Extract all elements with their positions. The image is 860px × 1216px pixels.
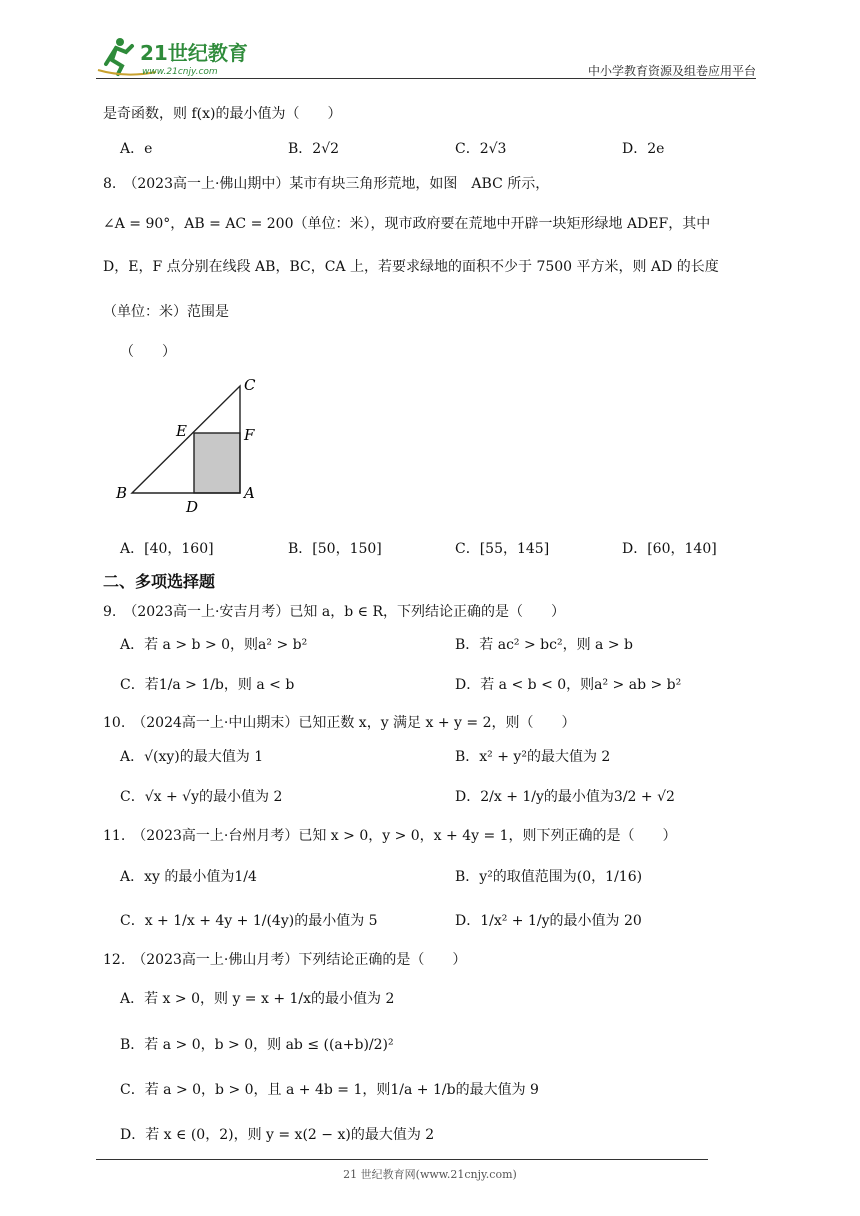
q9-option-d[interactable]: D．若 a < b < 0，则a² > ab > b² [455,677,682,693]
q11-stem: 11. （2023高一上·台州月考）已知 x > 0，y > 0，x + 4y = 1，则下列正确的是（ ） [103,828,677,844]
q7-option-c[interactable]: C．2√3 [455,141,507,157]
footer-text: 21 世纪教育网(www.21cnjy.com) [343,1168,517,1181]
logo-text: 21世纪教育 [140,41,248,65]
q12-option-b[interactable]: B．若 a > 0，b > 0，则 ab ≤ ((a+b)/2)² [120,1037,394,1053]
section-title: 二、多项选择题 [103,572,216,591]
q7-option-d[interactable]: D．2e [622,141,665,157]
label-a: A [244,484,255,502]
q10-option-a[interactable]: A．√(xy)的最大值为 1 [120,749,264,765]
q11-option-a[interactable]: A．xy 的最小值为1/4 [120,869,257,885]
label-e: E [176,422,187,440]
label-f: F [244,426,255,444]
q8-line4: （单位：米）范围是 [103,304,229,320]
triangle-figure [110,370,270,518]
q10-option-c[interactable]: C．√x + √y的最小值为 2 [120,789,283,805]
q12-option-a[interactable]: A．若 x > 0，则 y = x + 1/x的最小值为 2 [120,991,395,1007]
q11-option-c[interactable]: C．x + 1/x + 4y + 1/(4y)的最小值为 5 [120,913,378,929]
q8-option-b[interactable]: B．[50，150] [288,541,382,557]
q9-option-c[interactable]: C．若1/a > 1/b，则 a < b [120,677,295,693]
q8-option-a[interactable]: A．[40，160] [120,541,214,557]
label-b: B [116,484,128,502]
q8-option-d[interactable]: D．[60，140] [622,541,717,557]
q8-bracket: （ ） [120,344,176,360]
q10-option-d[interactable]: D．2/x + 1/y的最小值为3/2 + √2 [455,789,675,805]
platform-name: 中小学教育资源及组卷应用平台 [587,64,756,78]
q9-stem: 9. （2023高一上·安吉月考）已知 a，b ∈ R，下列结论正确的是（ ） [103,604,565,620]
q8-line1: 8. （2023高一上·佛山期中）某市有块三角形荒地，如图 ABC 所示， [103,176,550,192]
q10-stem: 10. （2024高一上·中山期末）已知正数 x，y 满足 x + y = 2，则（ ） [103,715,576,731]
rectangle-adef [194,433,240,493]
header-divider [96,78,756,79]
site-logo [96,34,256,78]
footer-divider [96,1159,708,1160]
q10-option-b[interactable]: B．x² + y²的最大值为 2 [455,749,611,765]
q7-option-b[interactable]: B．2√2 [288,141,340,157]
q11-option-b[interactable]: B．y²的取值范围为(0，1/16) [455,869,643,885]
logo-url: www.21cnjy.com [142,67,218,77]
q9-option-a[interactable]: A．若 a > b > 0，则a² > b² [120,637,308,653]
q8-line3: D，E，F 点分别在线段 AB，BC，CA 上，若要求绿地的面积不少于 7500 平方米，则 AD 的长度 [103,259,719,275]
q7-option-a[interactable]: A．e [120,141,153,157]
label-c: C [244,376,256,394]
q9-option-b[interactable]: B．若 ac² > bc²，则 a > b [455,637,633,653]
q12-option-c[interactable]: C．若 a > 0，b > 0，且 a + 4b = 1，则1/a + 1/b的最大值为 9 [120,1082,539,1098]
q8-option-c[interactable]: C．[55，145] [455,541,550,557]
q12-stem: 12. （2023高一上·佛山月考）下列结论正确的是（ ） [103,952,467,968]
label-d: D [186,498,199,516]
q7-tail: 是奇函数，则 f(x)的最小值为（ ） [103,106,342,122]
q11-option-d[interactable]: D．1/x² + 1/y的最小值为 20 [455,913,642,929]
q12-option-d[interactable]: D．若 x ∈ (0，2)，则 y = x(2 − x)的最大值为 2 [120,1127,435,1143]
q8-line2: ∠A = 90°，AB = AC = 200（单位：米），现市政府要在荒地中开辟一块矩形绿地 ADEF，其中 [103,216,711,232]
